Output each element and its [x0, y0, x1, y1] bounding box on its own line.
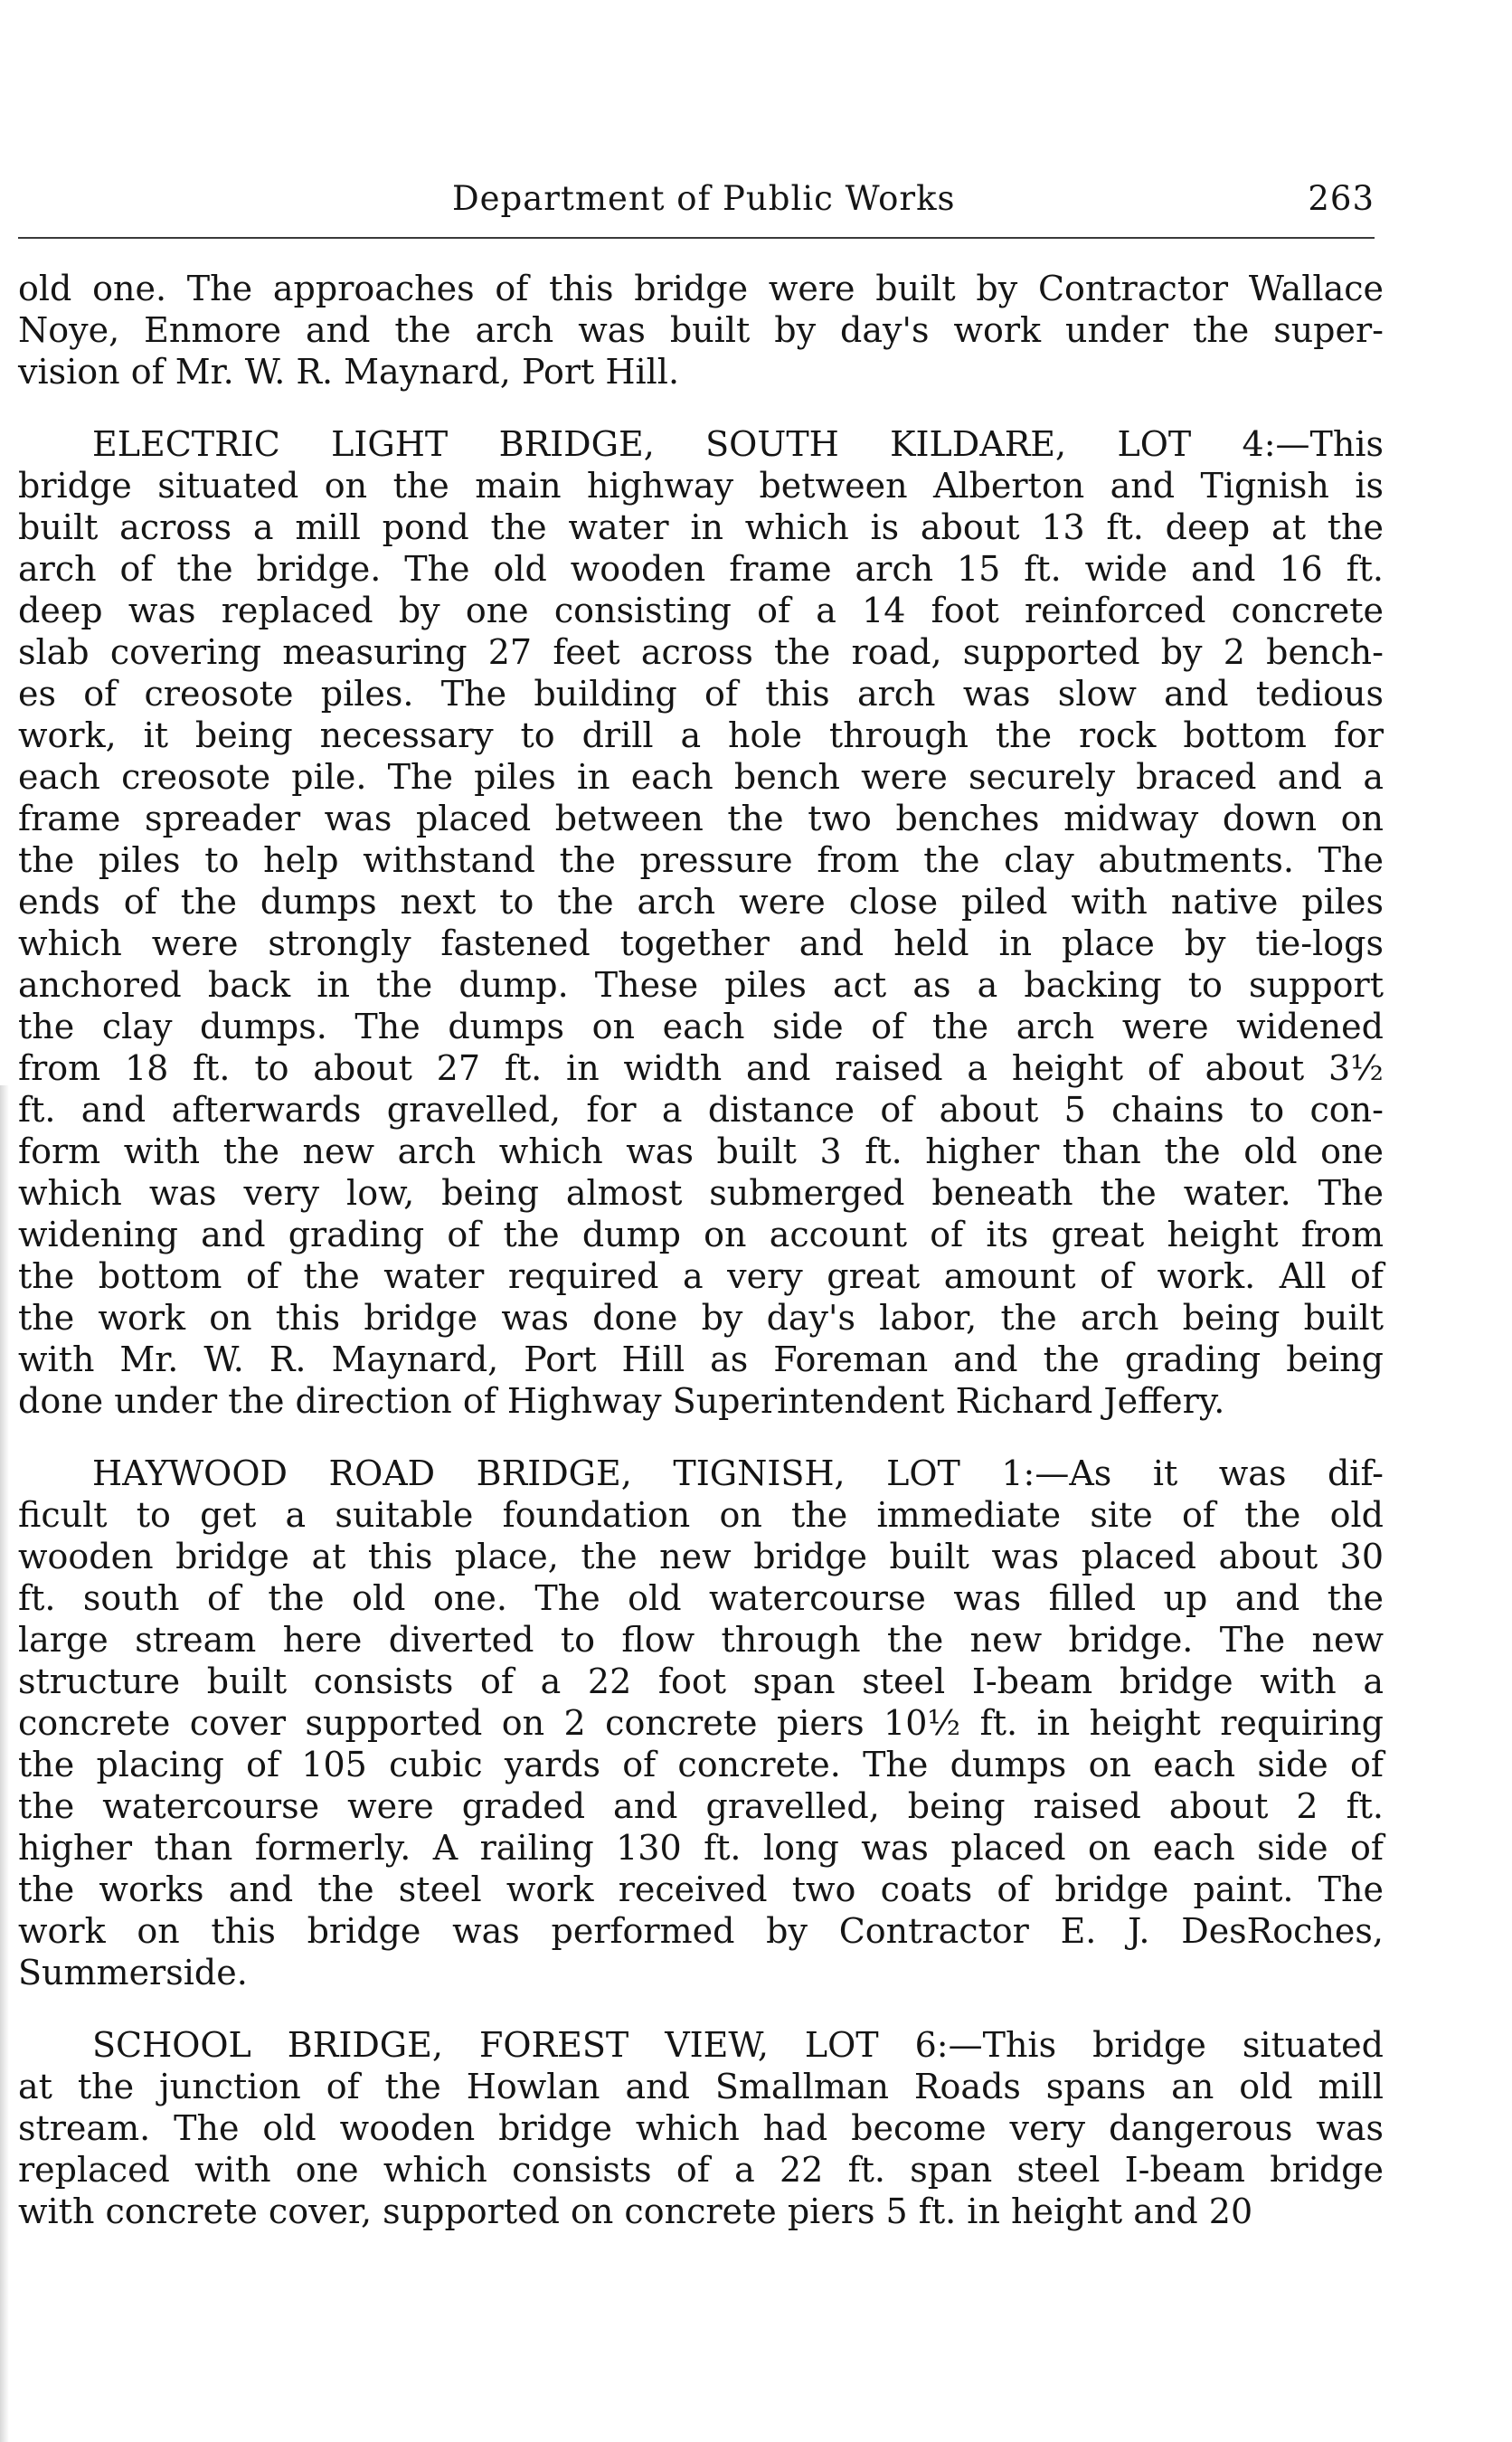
text-line: ft. and afterwards gravelled, for a distance of about 5 chains to con-	[18, 1090, 1384, 1130]
text-line: stream. The old wooden bridge which had become very dangerous was	[18, 2108, 1384, 2148]
text-line: old one. The approaches of this bridge were built by Contractor Wallace	[18, 269, 1384, 308]
text-line: HAYWOOD ROAD BRIDGE, TIGNISH, LOT 1:—As it was dif-	[92, 1453, 1384, 1493]
text-line: widening and grading of the dump on account of its great height from	[18, 1215, 1384, 1254]
text-line: form with the new arch which was built 3 ft. higher than the old one	[18, 1131, 1384, 1171]
text-line: the bottom of the water required a very great amount of work. All of	[18, 1256, 1384, 1296]
text-line: work on this bridge was performed by Contractor E. J. DesRoches,	[18, 1911, 1384, 1951]
text-line: concrete cover supported on 2 concrete piers 10½ ft. in height requiring	[18, 1703, 1384, 1743]
text-line: deep was replaced by one consisting of a 14 foot reinforced concrete	[18, 591, 1384, 630]
text-line: with concrete cover, supported on concrete piers 5 ft. in height and 20	[18, 2191, 1253, 2231]
text-line: wooden bridge at this place, the new bridge built was placed about 30	[18, 1537, 1384, 1576]
text-line: Noye, Enmore and the arch was built by day's work under the super-	[18, 310, 1384, 350]
text-line: at the junction of the Howlan and Smallman Roads spans an old mill	[18, 2067, 1384, 2106]
text-line: the works and the steel work received two coats of bridge paint. The	[18, 1869, 1384, 1909]
text-line: bridge situated on the main highway between Alberton and Tignish is	[18, 466, 1384, 506]
text-line: higher than formerly. A railing 130 ft. long was placed on each side of	[18, 1828, 1384, 1868]
text-line: structure built consists of a 22 foot span steel I-beam bridge with a	[18, 1661, 1384, 1701]
text-line: ELECTRIC LIGHT BRIDGE, SOUTH KILDARE, LOT 4:—This	[92, 424, 1384, 464]
text-line: vision of Mr. W. R. Maynard, Port Hill.	[18, 352, 680, 392]
text-line: ends of the dumps next to the arch were close piled with native piles	[18, 882, 1384, 922]
text-line: Summerside.	[18, 1953, 248, 1992]
text-line: SCHOOL BRIDGE, FOREST VIEW, LOT 6:—This bridge situated	[92, 2025, 1384, 2065]
text-line: ft. south of the old one. The old watercourse was filled up and the	[18, 1578, 1384, 1618]
page-header	[18, 179, 1375, 233]
text-line: the watercourse were graded and gravelled, being raised about 2 ft.	[18, 1786, 1384, 1826]
page-edge-shadow	[0, 1085, 9, 2442]
paragraph-1	[18, 268, 1384, 393]
text-line: anchored back in the dump. These piles act as a backing to support	[18, 965, 1384, 1005]
text-line: which were strongly fastened together and held in place by tie-logs	[18, 923, 1384, 963]
page-number: 263	[1308, 179, 1375, 218]
text-line: frame spreader was placed between the two benches midway down on	[18, 799, 1384, 838]
paragraph-3	[18, 1453, 1384, 1993]
paragraph-2	[18, 423, 1384, 1422]
text-line: the piles to help withstand the pressure from the clay abutments. The	[18, 840, 1384, 880]
text-line: the placing of 105 cubic yards of concrete. The dumps on each side of	[18, 1745, 1384, 1784]
header-rule	[18, 237, 1375, 239]
text-line: ficult to get a suitable foundation on the immediate site of the old	[18, 1495, 1384, 1535]
paragraph-4	[18, 2024, 1384, 2232]
text-line: es of creosote piles. The building of this arch was slow and tedious	[18, 674, 1384, 714]
text-line: the clay dumps. The dumps on each side of the arch were widened	[18, 1007, 1384, 1046]
text-line: slab covering measuring 27 feet across the road, supported by 2 bench-	[18, 632, 1384, 672]
text-line: work, it being necessary to drill a hole through the rock bottom for	[18, 715, 1384, 755]
text-line: which was very low, being almost submerged beneath the water. The	[18, 1173, 1384, 1213]
running-head: Department of Public Works	[452, 179, 956, 218]
text-line: done under the direction of Highway Superintendent Richard Jeffery.	[18, 1381, 1225, 1421]
text-line: large stream here diverted to flow through the new bridge. The new	[18, 1620, 1384, 1660]
body-text	[18, 268, 1384, 2263]
text-line: the work on this bridge was done by day's labor, the arch being built	[18, 1298, 1384, 1338]
text-line: with Mr. W. R. Maynard, Port Hill as Foreman and the grading being	[18, 1339, 1384, 1379]
text-line: replaced with one which consists of a 22 ft. span steel I-beam bridge	[18, 2150, 1384, 2190]
text-line: built across a mill pond the water in which is about 13 ft. deep at the	[18, 507, 1384, 547]
text-line: from 18 ft. to about 27 ft. in width and raised a height of about 3½	[18, 1048, 1384, 1088]
text-line: arch of the bridge. The old wooden frame arch 15 ft. wide and 16 ft.	[18, 549, 1384, 589]
text-line: each creosote pile. The piles in each bench were securely braced and a	[18, 757, 1384, 797]
